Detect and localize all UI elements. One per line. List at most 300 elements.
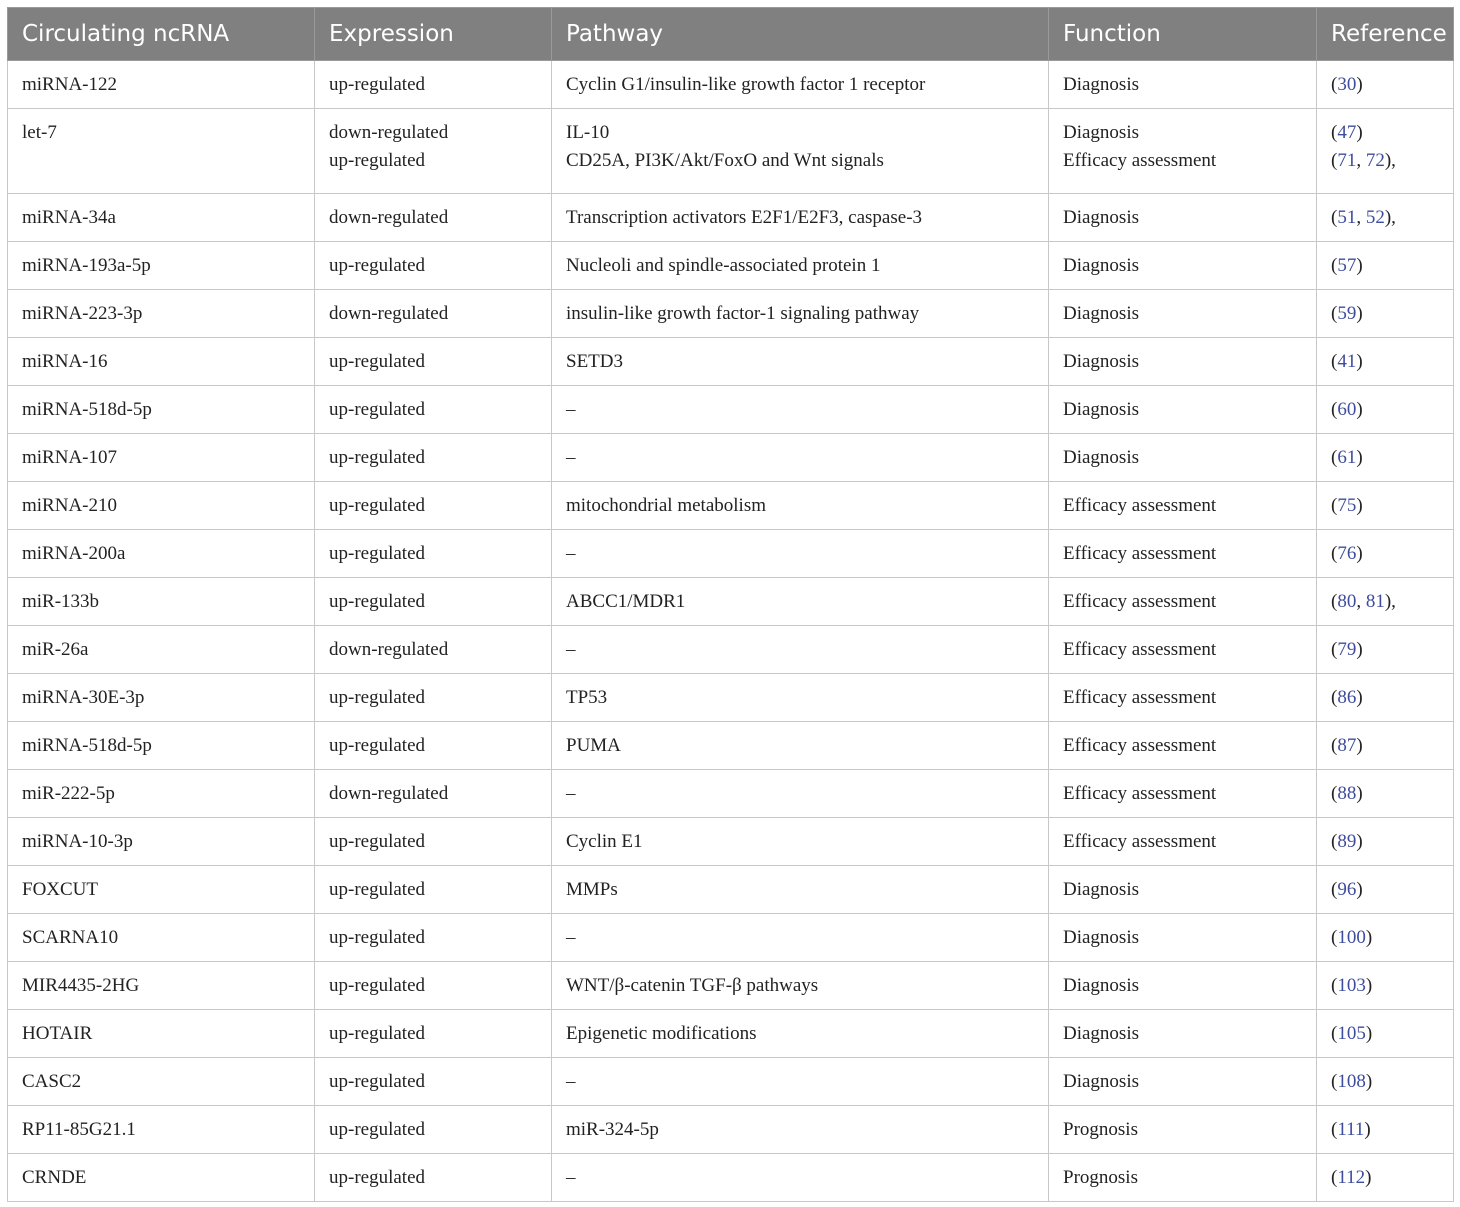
cell-expression bbox=[315, 674, 552, 722]
cell-expression bbox=[315, 194, 552, 242]
cell-expression bbox=[315, 530, 552, 578]
reference-link[interactable]: 72 bbox=[1365, 150, 1385, 171]
cell-function bbox=[1049, 674, 1317, 722]
reference-link[interactable]: 86 bbox=[1337, 686, 1357, 708]
cell-function bbox=[1049, 482, 1317, 530]
cell-expression bbox=[315, 434, 552, 482]
reference-link[interactable]: 89 bbox=[1337, 830, 1357, 852]
reference-line bbox=[1331, 732, 1439, 760]
table-row bbox=[8, 386, 1454, 434]
table-row bbox=[8, 434, 1454, 482]
table-header bbox=[8, 8, 1454, 61]
cell-ncrna: miRNA-518d-5p bbox=[8, 386, 315, 434]
cell-pathway-line: PUMA bbox=[566, 734, 621, 756]
reference-punctuation: , bbox=[1356, 206, 1366, 228]
cell-reference bbox=[1317, 674, 1454, 722]
reference-punctuation: ) bbox=[1356, 350, 1363, 372]
reference-punctuation: ) bbox=[1356, 446, 1363, 468]
table-row bbox=[8, 722, 1454, 770]
cell-ncrna: miRNA-10-3p bbox=[8, 818, 315, 866]
reference-link[interactable]: 105 bbox=[1337, 1022, 1366, 1044]
reference-link[interactable]: 80 bbox=[1337, 590, 1357, 612]
cell-expression-line: down-regulated bbox=[329, 206, 449, 228]
cell-pathway-line: CD25A, PI3K/Akt/FoxO and Wnt signals bbox=[566, 150, 884, 171]
cell-pathway-line: mitochondrial metabolism bbox=[566, 494, 766, 516]
reference-punctuation: ( bbox=[1331, 1166, 1338, 1188]
cell-function bbox=[1049, 290, 1317, 338]
reference-punctuation: ) bbox=[1356, 638, 1363, 660]
reference-link[interactable]: 61 bbox=[1337, 446, 1357, 468]
cell-expression bbox=[315, 482, 552, 530]
cell-ncrna: HOTAIR bbox=[8, 1010, 315, 1058]
reference-punctuation: ) bbox=[1356, 734, 1363, 756]
cell-pathway bbox=[552, 818, 1049, 866]
cell-reference bbox=[1317, 338, 1454, 386]
cell-pathway bbox=[552, 434, 1049, 482]
cell-function-line: Diagnosis bbox=[1063, 350, 1139, 372]
cell-expression-line: up-regulated bbox=[329, 542, 426, 564]
reference-punctuation: ( bbox=[1331, 926, 1338, 948]
cell-pathway-line: miR-324-5p bbox=[566, 1118, 659, 1140]
reference-punctuation: ( bbox=[1331, 974, 1338, 996]
table-row bbox=[8, 1106, 1454, 1154]
table-row bbox=[8, 1154, 1454, 1202]
cell-reference bbox=[1317, 578, 1454, 626]
cell-reference bbox=[1317, 290, 1454, 338]
cell-pathway bbox=[552, 962, 1049, 1010]
reference-punctuation: ( bbox=[1331, 734, 1338, 756]
reference-punctuation: ) bbox=[1356, 686, 1363, 708]
cell-expression bbox=[315, 242, 552, 290]
cell-pathway bbox=[552, 914, 1049, 962]
cell-reference bbox=[1317, 194, 1454, 242]
cell-function-line: Prognosis bbox=[1063, 1118, 1138, 1140]
cell-function bbox=[1049, 386, 1317, 434]
cell-expression-line: up-regulated bbox=[329, 878, 426, 900]
cell-expression-line: up-regulated bbox=[329, 254, 426, 276]
reference-punctuation: , bbox=[1356, 150, 1366, 171]
cell-expression-line: up-regulated bbox=[329, 446, 426, 468]
cell-pathway bbox=[552, 1058, 1049, 1106]
cell-expression-line: up-regulated bbox=[329, 734, 426, 756]
cell-reference bbox=[1317, 770, 1454, 818]
cell-ncrna: FOXCUT bbox=[8, 866, 315, 914]
reference-line bbox=[1331, 924, 1439, 952]
table-row bbox=[8, 109, 1454, 194]
cell-function-line: Diagnosis bbox=[1063, 302, 1139, 324]
cell-function-line: Diagnosis bbox=[1063, 206, 1139, 228]
reference-line bbox=[1331, 636, 1439, 664]
cell-reference bbox=[1317, 818, 1454, 866]
cell-function-line: Diagnosis bbox=[1063, 974, 1139, 996]
cell-expression bbox=[315, 914, 552, 962]
cell-pathway bbox=[552, 109, 1049, 194]
table-row bbox=[8, 482, 1454, 530]
reference-link[interactable]: 51 bbox=[1337, 206, 1357, 228]
cell-expression bbox=[315, 818, 552, 866]
table-row bbox=[8, 1058, 1454, 1106]
cell-function-line: Prognosis bbox=[1063, 1166, 1138, 1188]
cell-pathway bbox=[552, 722, 1049, 770]
table-row bbox=[8, 914, 1454, 962]
reference-link[interactable]: 112 bbox=[1337, 1166, 1366, 1188]
cell-ncrna: CASC2 bbox=[8, 1058, 315, 1106]
cell-function bbox=[1049, 109, 1317, 194]
cell-reference bbox=[1317, 866, 1454, 914]
reference-punctuation: ( bbox=[1331, 446, 1338, 468]
cell-expression bbox=[315, 338, 552, 386]
reference-link[interactable]: 30 bbox=[1337, 73, 1357, 95]
reference-punctuation: ( bbox=[1331, 638, 1338, 660]
cell-expression-line: up-regulated bbox=[329, 494, 426, 516]
cell-ncrna: MIR4435-2HG bbox=[8, 962, 315, 1010]
reference-link[interactable]: 57 bbox=[1337, 254, 1357, 276]
cell-expression-line: down-regulated bbox=[329, 638, 449, 660]
cell-reference bbox=[1317, 530, 1454, 578]
reference-punctuation: ( bbox=[1331, 73, 1338, 95]
cell-function-line: Efficacy assessment bbox=[1063, 686, 1217, 708]
reference-link[interactable]: 88 bbox=[1337, 782, 1357, 804]
cell-expression-line: down-regulated bbox=[329, 302, 449, 324]
cell-function-line: Efficacy assessment bbox=[1063, 494, 1217, 516]
reference-punctuation: ) bbox=[1365, 974, 1373, 996]
cell-function-line: Efficacy assessment bbox=[1063, 542, 1217, 564]
cell-function-line: Diagnosis bbox=[1063, 926, 1139, 948]
cell-ncrna: RP11-85G21.1 bbox=[8, 1106, 315, 1154]
cell-expression-line: up-regulated bbox=[329, 1070, 426, 1092]
cell-ncrna: SCARNA10 bbox=[8, 914, 315, 962]
table-row bbox=[8, 530, 1454, 578]
reference-punctuation: ( bbox=[1331, 206, 1338, 228]
cell-function-line: Diagnosis bbox=[1063, 398, 1139, 420]
cell-ncrna: miRNA-107 bbox=[8, 434, 315, 482]
reference-link[interactable]: 59 bbox=[1337, 302, 1357, 324]
reference-punctuation: ( bbox=[1331, 590, 1338, 612]
reference-punctuation: ( bbox=[1331, 686, 1338, 708]
cell-expression-line: up-regulated bbox=[329, 150, 426, 171]
reference-punctuation: ), bbox=[1384, 590, 1396, 612]
cell-expression bbox=[315, 722, 552, 770]
cell-pathway bbox=[552, 242, 1049, 290]
cell-expression bbox=[315, 962, 552, 1010]
cell-reference bbox=[1317, 386, 1454, 434]
cell-pathway bbox=[552, 674, 1049, 722]
cell-reference bbox=[1317, 482, 1454, 530]
reference-punctuation: ) bbox=[1356, 302, 1363, 324]
cell-pathway bbox=[552, 770, 1049, 818]
reference-punctuation: ( bbox=[1331, 878, 1338, 900]
cell-pathway-line: Transcription activators E2F1/E2F3, caspase-3 bbox=[566, 206, 923, 228]
reference-punctuation: ) bbox=[1356, 254, 1363, 276]
table-row bbox=[8, 61, 1454, 109]
reference-punctuation: ) bbox=[1356, 542, 1363, 564]
cell-pathway-line: – bbox=[566, 542, 576, 564]
cell-function bbox=[1049, 194, 1317, 242]
cell-reference bbox=[1317, 914, 1454, 962]
reference-line bbox=[1331, 147, 1439, 175]
cell-function-line: Efficacy assessment bbox=[1063, 830, 1217, 852]
cell-reference bbox=[1317, 1106, 1454, 1154]
reference-line bbox=[1331, 119, 1439, 147]
reference-punctuation: ) bbox=[1356, 73, 1363, 95]
reference-punctuation: ( bbox=[1331, 1118, 1338, 1140]
reference-punctuation: ( bbox=[1331, 122, 1338, 143]
reference-line bbox=[1331, 444, 1439, 472]
cell-pathway-line: Cyclin E1 bbox=[566, 830, 643, 852]
reference-punctuation: , bbox=[1356, 590, 1366, 612]
cell-function bbox=[1049, 338, 1317, 386]
cell-expression bbox=[315, 109, 552, 194]
header-expression: Expression bbox=[315, 8, 552, 61]
cell-function-line: Efficacy assessment bbox=[1063, 590, 1217, 612]
cell-expression bbox=[315, 1154, 552, 1202]
reference-punctuation: ( bbox=[1331, 782, 1338, 804]
reference-punctuation: ( bbox=[1331, 1022, 1338, 1044]
reference-line bbox=[1331, 588, 1439, 616]
cell-pathway-line: TP53 bbox=[566, 686, 608, 708]
cell-reference bbox=[1317, 962, 1454, 1010]
reference-line bbox=[1331, 1068, 1439, 1096]
reference-line bbox=[1331, 828, 1439, 856]
reference-punctuation: ) bbox=[1356, 494, 1363, 516]
reference-punctuation: ) bbox=[1365, 1022, 1373, 1044]
reference-link[interactable]: 71 bbox=[1337, 150, 1357, 171]
cell-expression bbox=[315, 290, 552, 338]
reference-punctuation: ( bbox=[1331, 1070, 1338, 1092]
cell-ncrna: miRNA-518d-5p bbox=[8, 722, 315, 770]
reference-line bbox=[1331, 972, 1439, 1000]
table-row bbox=[8, 674, 1454, 722]
cell-reference bbox=[1317, 722, 1454, 770]
cell-expression-line: up-regulated bbox=[329, 686, 426, 708]
cell-expression-line: up-regulated bbox=[329, 830, 426, 852]
reference-line bbox=[1331, 780, 1439, 808]
cell-ncrna: miR-222-5p bbox=[8, 770, 315, 818]
reference-punctuation: ( bbox=[1331, 254, 1338, 276]
reference-link[interactable]: 75 bbox=[1337, 494, 1357, 516]
cell-pathway bbox=[552, 866, 1049, 914]
cell-pathway-line: – bbox=[566, 398, 576, 420]
cell-pathway-line: insulin-like growth factor-1 signaling pathway bbox=[566, 302, 920, 324]
table-row bbox=[8, 242, 1454, 290]
header-reference: Reference bbox=[1317, 8, 1454, 61]
reference-punctuation: ) bbox=[1356, 782, 1363, 804]
cell-ncrna: let-7 bbox=[8, 109, 315, 194]
reference-punctuation: ) bbox=[1356, 830, 1363, 852]
cell-reference bbox=[1317, 242, 1454, 290]
cell-function bbox=[1049, 1058, 1317, 1106]
cell-ncrna: miRNA-210 bbox=[8, 482, 315, 530]
reference-line bbox=[1331, 204, 1439, 232]
cell-expression bbox=[315, 626, 552, 674]
cell-function bbox=[1049, 722, 1317, 770]
cell-ncrna: CRNDE bbox=[8, 1154, 315, 1202]
reference-line bbox=[1331, 492, 1439, 520]
cell-function bbox=[1049, 962, 1317, 1010]
table-body bbox=[8, 61, 1454, 1202]
cell-reference bbox=[1317, 1154, 1454, 1202]
cell-ncrna: miR-133b bbox=[8, 578, 315, 626]
cell-function-line: Diagnosis bbox=[1063, 122, 1139, 143]
cell-function-line: Diagnosis bbox=[1063, 1022, 1139, 1044]
table-row bbox=[8, 290, 1454, 338]
reference-line bbox=[1331, 684, 1439, 712]
reference-link[interactable]: 47 bbox=[1337, 122, 1357, 143]
table-row bbox=[8, 770, 1454, 818]
reference-link[interactable]: 76 bbox=[1337, 542, 1357, 564]
reference-punctuation: ) bbox=[1356, 398, 1363, 420]
cell-expression-line: down-regulated bbox=[329, 782, 449, 804]
reference-link[interactable]: 108 bbox=[1337, 1070, 1366, 1092]
cell-function bbox=[1049, 626, 1317, 674]
reference-line bbox=[1331, 1020, 1439, 1048]
cell-pathway-line: – bbox=[566, 926, 576, 948]
cell-pathway bbox=[552, 1106, 1049, 1154]
cell-expression bbox=[315, 866, 552, 914]
cell-function-line: Efficacy assessment bbox=[1063, 782, 1217, 804]
reference-link[interactable]: 41 bbox=[1337, 350, 1357, 372]
cell-expression bbox=[315, 1058, 552, 1106]
cell-pathway bbox=[552, 386, 1049, 434]
reference-punctuation: ) bbox=[1365, 1070, 1373, 1092]
cell-expression-line: up-regulated bbox=[329, 1022, 426, 1044]
cell-expression bbox=[315, 1010, 552, 1058]
cell-expression bbox=[315, 1106, 552, 1154]
cell-expression-line: up-regulated bbox=[329, 73, 426, 95]
cell-function-line: Diagnosis bbox=[1063, 1070, 1139, 1092]
cell-pathway-line: Epigenetic modifications bbox=[566, 1022, 757, 1044]
table-row bbox=[8, 866, 1454, 914]
table-row bbox=[8, 626, 1454, 674]
cell-expression-line: up-regulated bbox=[329, 1166, 426, 1188]
reference-punctuation: ) bbox=[1356, 122, 1363, 143]
cell-reference bbox=[1317, 1010, 1454, 1058]
cell-function bbox=[1049, 770, 1317, 818]
table-row bbox=[8, 1010, 1454, 1058]
cell-pathway-line: MMPs bbox=[566, 878, 618, 900]
cell-function bbox=[1049, 434, 1317, 482]
reference-link[interactable]: 87 bbox=[1337, 734, 1357, 756]
ncrna-table bbox=[7, 7, 1454, 1202]
cell-function-line: Diagnosis bbox=[1063, 254, 1139, 276]
header-function: Function bbox=[1049, 8, 1317, 61]
reference-punctuation: ( bbox=[1331, 830, 1338, 852]
table-row bbox=[8, 194, 1454, 242]
cell-pathway bbox=[552, 338, 1049, 386]
cell-function bbox=[1049, 242, 1317, 290]
cell-expression-line: up-regulated bbox=[329, 350, 426, 372]
cell-expression-line: up-regulated bbox=[329, 590, 426, 612]
cell-ncrna: miRNA-193a-5p bbox=[8, 242, 315, 290]
reference-link[interactable]: 52 bbox=[1365, 206, 1385, 228]
reference-line bbox=[1331, 540, 1439, 568]
cell-pathway-line: – bbox=[566, 1166, 576, 1188]
cell-pathway bbox=[552, 1154, 1049, 1202]
reference-line bbox=[1331, 300, 1439, 328]
cell-ncrna: miRNA-200a bbox=[8, 530, 315, 578]
cell-pathway bbox=[552, 530, 1049, 578]
cell-reference bbox=[1317, 434, 1454, 482]
table-row bbox=[8, 578, 1454, 626]
table-row bbox=[8, 338, 1454, 386]
reference-link[interactable]: 111 bbox=[1337, 1118, 1365, 1140]
reference-line bbox=[1331, 71, 1439, 99]
cell-reference bbox=[1317, 109, 1454, 194]
reference-punctuation: ( bbox=[1331, 150, 1338, 171]
cell-function bbox=[1049, 866, 1317, 914]
reference-line bbox=[1331, 396, 1439, 424]
cell-function bbox=[1049, 1106, 1317, 1154]
cell-ncrna: miRNA-16 bbox=[8, 338, 315, 386]
cell-function-line: Diagnosis bbox=[1063, 878, 1139, 900]
cell-expression bbox=[315, 61, 552, 109]
reference-punctuation: ) bbox=[1364, 1118, 1371, 1140]
cell-pathway-line: – bbox=[566, 782, 576, 804]
reference-line bbox=[1331, 1164, 1439, 1192]
cell-pathway bbox=[552, 290, 1049, 338]
cell-ncrna: miRNA-122 bbox=[8, 61, 315, 109]
reference-link[interactable]: 100 bbox=[1337, 926, 1366, 948]
reference-line bbox=[1331, 348, 1439, 376]
reference-punctuation: ), bbox=[1384, 206, 1396, 228]
cell-pathway-line: ABCC1/MDR1 bbox=[566, 590, 686, 612]
table-container bbox=[7, 7, 1453, 1202]
cell-ncrna: miRNA-30E-3p bbox=[8, 674, 315, 722]
cell-pathway-line: – bbox=[566, 446, 576, 468]
reference-punctuation: ( bbox=[1331, 302, 1338, 324]
header-pathway: Pathway bbox=[552, 8, 1049, 61]
cell-ncrna: miR-26a bbox=[8, 626, 315, 674]
cell-pathway-line: Nucleoli and spindle-associated protein 1 bbox=[566, 254, 881, 276]
reference-link[interactable]: 96 bbox=[1337, 878, 1357, 900]
cell-expression-line: down-regulated bbox=[329, 122, 449, 143]
cell-function-line: Efficacy assessment bbox=[1063, 150, 1217, 171]
cell-expression bbox=[315, 578, 552, 626]
cell-ncrna: miRNA-223-3p bbox=[8, 290, 315, 338]
cell-reference bbox=[1317, 61, 1454, 109]
cell-function-line: Efficacy assessment bbox=[1063, 734, 1217, 756]
reference-link[interactable]: 60 bbox=[1337, 398, 1357, 420]
reference-link[interactable]: 103 bbox=[1337, 974, 1366, 996]
header-row bbox=[8, 8, 1454, 61]
cell-expression bbox=[315, 770, 552, 818]
cell-pathway-line: – bbox=[566, 1070, 576, 1092]
reference-punctuation: ( bbox=[1331, 494, 1338, 516]
cell-ncrna: miRNA-34a bbox=[8, 194, 315, 242]
reference-line bbox=[1331, 252, 1439, 280]
cell-function bbox=[1049, 578, 1317, 626]
cell-function-line: Diagnosis bbox=[1063, 446, 1139, 468]
cell-pathway-line: – bbox=[566, 638, 576, 660]
reference-punctuation: ( bbox=[1331, 542, 1338, 564]
cell-expression-line: up-regulated bbox=[329, 398, 426, 420]
reference-line bbox=[1331, 1116, 1439, 1144]
reference-line bbox=[1331, 876, 1439, 904]
cell-pathway bbox=[552, 626, 1049, 674]
table-row bbox=[8, 818, 1454, 866]
cell-pathway-line: WNT/β-catenin TGF-β pathways bbox=[566, 974, 819, 996]
reference-link[interactable]: 79 bbox=[1337, 638, 1357, 660]
reference-link[interactable]: 81 bbox=[1365, 590, 1385, 612]
cell-reference bbox=[1317, 1058, 1454, 1106]
reference-punctuation: ) bbox=[1365, 1166, 1372, 1188]
reference-punctuation: ) bbox=[1365, 926, 1373, 948]
cell-pathway bbox=[552, 61, 1049, 109]
cell-pathway-line: Cyclin G1/insulin-like growth factor 1 receptor bbox=[566, 73, 926, 95]
cell-reference bbox=[1317, 626, 1454, 674]
reference-punctuation: ), bbox=[1384, 150, 1396, 171]
reference-punctuation: ( bbox=[1331, 398, 1338, 420]
